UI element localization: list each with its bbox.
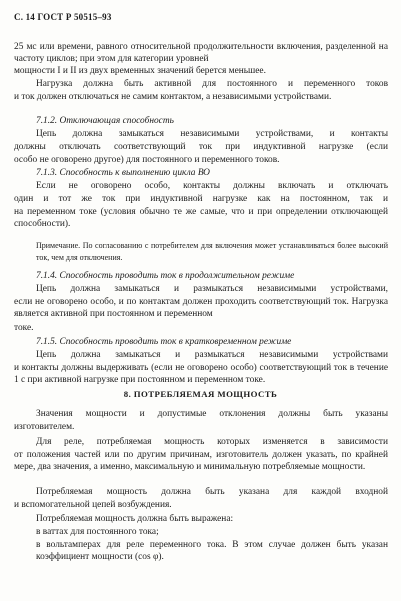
para-line: Цепь должна замыкаться и размыкаться независимыми устройствами <box>36 350 388 360</box>
page-header: С. 14 ГОСТ Р 50515–93 <box>14 12 112 22</box>
para-line: если не оговорено особо, и по контактам должен проходить соответствующий ток. Нагрузка является активной при постоянном и переменном <box>14 297 388 319</box>
note-text: Примечание. По согласованию с потребителем для включения может устанавливаться более высокий ток, чем для отключения. <box>36 241 388 262</box>
para-line: на переменном токе (условия обычно те же самые, что и при определении отключающей способности). <box>14 207 388 229</box>
para-line: один и тот же ток при индуктивной нагрузке как на постоянном, так и <box>14 194 388 204</box>
para-line: мощности I и II из двух временных значений берется меньшее. <box>14 66 266 76</box>
section-heading: 7.1.2. Отключающая способность <box>36 116 174 126</box>
para-line: Цепь должна замыкаться и размыкаться независимыми устройствами, <box>36 284 388 294</box>
para-line: особо не оговорено другое) для постоянного и переменного токов. <box>14 155 280 165</box>
chapter-title: 8. ПОТРЕБЛЯЕМАЯ МОЩНОСТЬ <box>123 389 278 399</box>
para-line: и контакты должны выдерживать (если не оговорено особо) соответствующий ток в течение 1 с при активной нагрузке при постоянном и переменном токе. <box>14 363 388 385</box>
para-line: Значения мощности и допустимые отклонения должны быть указаны <box>36 409 388 419</box>
para-line: Если не оговорено особо, контакты должны включать и отключать <box>36 181 388 191</box>
section-heading: 7.1.3. Способность к выполнению цикла ВО <box>36 168 210 178</box>
para-line: Потребляемая мощность должна быть указана для каждой входной <box>36 487 388 497</box>
para-line: должны отключать соответствующий ток при индуктивной нагрузке (если <box>14 142 388 152</box>
section-heading: 7.1.5. Способность проводить ток в кратковременном режиме <box>36 337 292 347</box>
para-line: и вспомогательной цепей возбуждения. <box>14 500 172 510</box>
section-heading: 7.1.4. Способность проводить ток в продолжительном режиме <box>36 271 295 281</box>
para-line: Потребляемая мощность должна быть выражена: <box>36 514 234 524</box>
para-line: Нагрузка должна быть активной для постоянного и переменного токов <box>36 79 388 89</box>
list-item: в ваттах для постоянного тока; <box>36 527 159 537</box>
para-line: и ток должен отключаться не самим контактом, а независимыми устройствами. <box>14 92 332 102</box>
para-line: изготовителем. <box>14 422 75 432</box>
list-item: в вольтамперах для реле переменного тока. В этом случае должен быть указан коэффициент мощности (cos φ). <box>36 540 388 562</box>
para-line: Цепь должна замыкаться независимыми устройствами, и контакты <box>36 129 388 139</box>
para-line: Для реле, потребляемая мощность которых изменяется в зависимости <box>36 437 388 447</box>
para-line: 25 мс или времени, равного относительной продолжительности включения, разделенной на частоту циклов; при этом для категории уровней <box>14 42 388 64</box>
para-line: от положения частей или по другим причинам, изготовитель должен указать, по крайней мере, два значения, а именно, максимальную и минимальную потребляемые мощности. <box>14 450 388 472</box>
para-line: токе. <box>14 323 34 333</box>
